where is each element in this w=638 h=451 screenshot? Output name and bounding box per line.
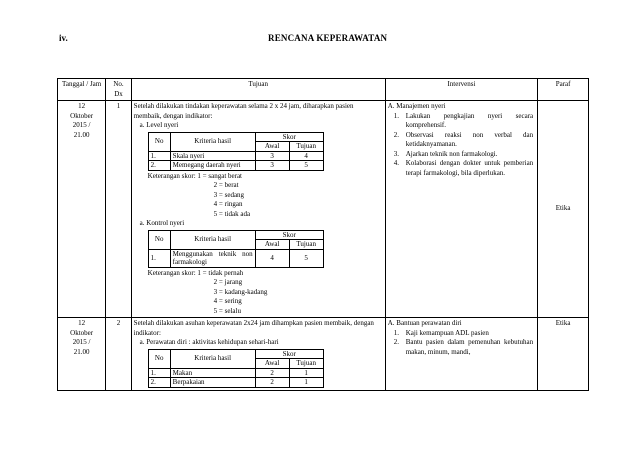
score-legend-item: 2 = berat — [213, 181, 239, 189]
score-kriteria: Berpakaian — [170, 378, 255, 388]
score-row — [148, 249, 323, 267]
section-number: iv. — [59, 33, 68, 43]
score-tujuan: 5 — [289, 161, 323, 171]
score-row — [148, 368, 323, 378]
header-intervensi: Intervensi — [385, 79, 537, 101]
table-header-row — [58, 79, 589, 101]
date-line: Oktober — [70, 328, 94, 337]
intervensi-list — [388, 112, 535, 179]
indicator-label: a. Perawatan diri : aktivitas kehidupan sehari-hari — [139, 338, 279, 346]
intervensi-title: A. Bantuan perawatan diri — [387, 319, 462, 327]
score-header-tujuan: Tujuan — [289, 359, 323, 369]
intervensi-cell — [385, 101, 537, 318]
score-tujuan: 4 — [289, 151, 323, 161]
score-legend-title: Keterangan skor: 1 = sangat berat — [147, 171, 243, 180]
score-awal: 3 — [255, 161, 289, 171]
score-tujuan: 5 — [289, 249, 323, 267]
header-no-dx: No. Dx — [106, 79, 131, 101]
score-header-kriteria: Kriteria hasil — [170, 230, 255, 249]
score-legend-item: 5 = tidak ada — [213, 209, 251, 218]
date-cell — [58, 318, 106, 391]
score-legend-item: 3 = sedang — [213, 190, 245, 199]
score-legend-item: 3 = kadang-kadang — [213, 287, 268, 296]
date-line: Oktober — [70, 111, 94, 120]
date-line: 21.00 — [73, 130, 90, 139]
score-table — [148, 132, 324, 171]
header-paraf: Paraf — [538, 79, 589, 101]
intervensi-list — [388, 329, 535, 358]
date-line: 2015 / — [72, 121, 91, 129]
score-row — [148, 161, 323, 171]
score-header-skor: Skor — [255, 349, 323, 359]
intervensi-title: A. Manajemen nyeri — [387, 102, 446, 110]
score-no: 2. — [148, 161, 170, 171]
score-legend-title: Keterangan skor: 1 = tidak pernah — [147, 268, 244, 277]
date-line: 2015 / — [72, 338, 91, 346]
score-legend-item: 2 = jarang — [213, 278, 243, 286]
paraf-cell: Etika — [538, 318, 589, 391]
score-header-awal: Awal — [255, 240, 289, 250]
intervensi-cell — [385, 318, 537, 391]
list-item: 2. Observasi reaksi non verbal dan ketidaknyamanan. — [393, 130, 534, 148]
score-row — [148, 378, 323, 388]
list-item: 1. Kaji kemampuan ADL pasien — [393, 328, 489, 337]
score-legend-item: 5 = selalu — [213, 306, 241, 315]
date-cell — [58, 101, 106, 318]
score-kriteria: Makan — [170, 368, 255, 378]
date-line: 12 — [78, 102, 86, 110]
dx-cell: 2 — [106, 318, 131, 391]
tujuan-cell — [131, 101, 385, 318]
dx-cell: 1 — [106, 101, 131, 318]
indicator-label: a. Kontrol nyeri — [139, 219, 185, 227]
list-item: 1. Lakukan pengkajian nyeri secara komprehensif. — [393, 111, 534, 129]
header-tanggal: Tanggal / Jam — [58, 79, 106, 101]
paraf-cell: Etika — [538, 101, 589, 318]
list-item: 3. Ajarkan teknik non farmakologi. — [393, 149, 498, 158]
score-no: 2. — [148, 378, 170, 388]
score-tujuan: 1 — [289, 368, 323, 378]
score-row — [148, 151, 323, 161]
date-line: 21.00 — [73, 347, 90, 356]
list-item: 2. Bantu pasien dalam pemenuhan kebutuhan makan, minum, mandi, — [393, 338, 534, 356]
header-tujuan: Tujuan — [131, 79, 385, 101]
score-kriteria: Skala nyeri — [170, 151, 255, 161]
tujuan-intro: Setelah dilakukan tindakan keperawatan selama 2 x 24 jam, diharapkan pasien membaik, dengan indikator: — [133, 102, 354, 120]
table-row — [58, 101, 589, 318]
score-no: 1. — [148, 249, 170, 267]
score-table — [148, 349, 324, 388]
score-no: 1. — [148, 368, 170, 378]
score-tujuan: 1 — [289, 378, 323, 388]
score-header-awal: Awal — [255, 142, 289, 152]
table-row — [58, 318, 589, 391]
date-line: 12 — [78, 319, 86, 327]
indicator-label: a. Level nyeri — [139, 121, 179, 129]
score-kriteria: Menggunakan teknik non farmakologi — [170, 249, 255, 267]
page-title: RENCANA KEPERAWATAN — [268, 33, 388, 43]
score-header-kriteria: Kriteria hasil — [170, 349, 255, 368]
score-no: 1. — [148, 151, 170, 161]
care-plan-table — [57, 78, 589, 391]
score-kriteria: Memegang daerah nyeri — [170, 161, 255, 171]
score-header-no: No — [148, 230, 170, 249]
tujuan-intro: Setelah dilakukan asuhan keperawatan 2x24 jam dihampkan pasien membaik, dengan indikator: — [133, 319, 374, 337]
list-item: 4. Kolaborasi dengan dokter untuk pemberian terapi farmakologi, bila diperlukan. — [393, 159, 534, 177]
score-header-awal: Awal — [255, 359, 289, 369]
score-table — [148, 230, 324, 268]
score-awal: 3 — [255, 151, 289, 161]
score-header-tujuan: Tujuan — [289, 142, 323, 152]
score-header-skor: Skor — [255, 230, 323, 240]
score-legend-item: 4 = ringan — [213, 200, 243, 208]
score-header-kriteria: Kriteria hasil — [170, 132, 255, 151]
score-awal: 2 — [255, 368, 289, 378]
score-header-no: No — [148, 132, 170, 151]
score-header-tujuan: Tujuan — [289, 240, 323, 250]
score-awal: 4 — [255, 249, 289, 267]
tujuan-cell — [131, 318, 385, 391]
score-legend-item: 4 = sering — [213, 297, 242, 305]
score-awal: 2 — [255, 378, 289, 388]
score-header-skor: Skor — [255, 132, 323, 142]
score-header-no: No — [148, 349, 170, 368]
